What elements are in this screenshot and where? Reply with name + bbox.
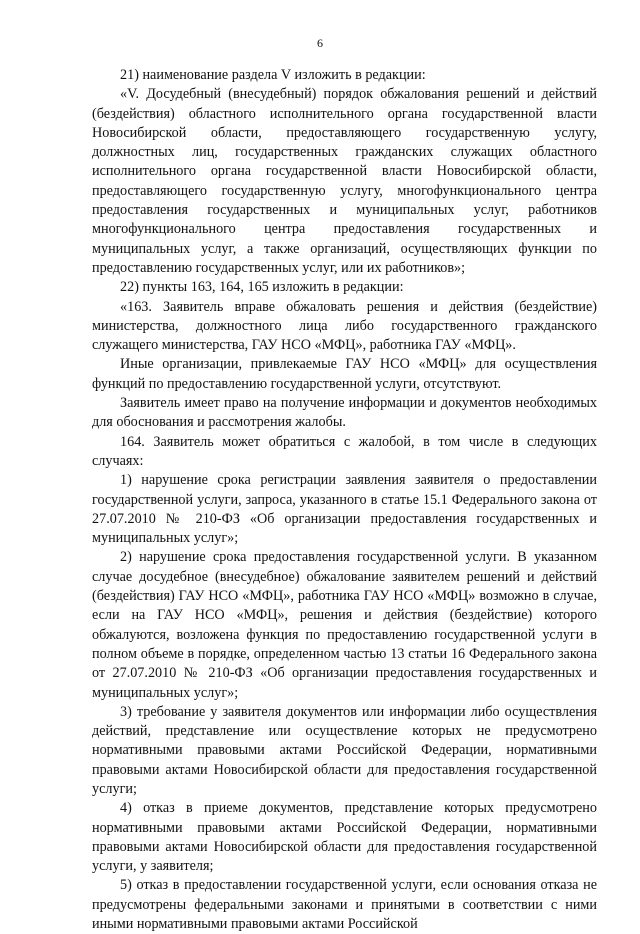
page-number: 6 bbox=[317, 36, 323, 50]
paragraph-163: «163. Заявитель вправе обжаловать решения и действия (бездействие) министерства, должностного лица либо государственного гражданского служащего министерства, ГАУ НСО «МФЦ», работника ГАУ «МФЦ». bbox=[92, 298, 597, 354]
list-item-2: 2) нарушение срока предоставления государственной услуги. В указанном случае досудебное (внесудебное) обжалование заявителем решений и действий (бездействия) ГАУ НСО «МФЦ», работника ГАУ НСО «МФЦ» возможно в случае, если на ГАУ НСО «МФЦ», решения и действия (бездействие) которого обжалуются, возложена функция по предоставлению государственной услуги в полном объеме в порядке, определенном частью 13 статьи 16 Федерального закона от 27.07.2010 № 210-ФЗ «Об организации предоставления государственных и муниципальных услуг»; bbox=[92, 549, 597, 701]
document-body bbox=[92, 66, 597, 934]
paragraph-other-organizations: Иные организации, привлекаемые ГАУ НСО «МФЦ» для осуществления функций по предоставлению государственной услуги, отсутствуют. bbox=[92, 356, 597, 392]
list-item-5: 5) отказ в предоставлении государственной услуги, если основания отказа не предусмотрены федеральными законами и принятыми в соответствии с ними иными нормативными правовыми актами Российской bbox=[92, 877, 597, 933]
paragraph-right-to-information: Заявитель имеет право на получение информации и документов необходимых для обоснования и рассмотрения жалобы. bbox=[92, 395, 597, 431]
list-item-4: 4) отказ в приеме документов, представление которых предусмотрено нормативными правовыми актами Российской Федерации, нормативными правовыми актами Новосибирской области для предоставления государственной услуги, у заявителя; bbox=[92, 800, 597, 875]
list-item-3: 3) требование у заявителя документов или информации либо осуществления действий, представление или осуществление которых не предусмотрено нормативными правовыми актами Российской Федерации, нормативными правовыми актами Новосибирской области для предоставления государственной услуги; bbox=[92, 703, 597, 797]
list-item-1: 1) нарушение срока регистрации заявления заявителя о предоставлении государственной услуги, запроса, указанного в статье 15.1 Федерального закона от 27.07.2010 № 210-ФЗ «Об организации предоставления государственных и муниципальных услуг»; bbox=[92, 472, 597, 547]
paragraph-164: 164. Заявитель может обратиться с жалобой, в том числе в следующих случаях: bbox=[92, 433, 597, 469]
paragraph-22-heading: 22) пункты 163, 164, 165 изложить в редакции: bbox=[120, 279, 404, 296]
paragraph-section-v-title: «V. Досудебный (внесудебный) порядок обжалования решений и действий (бездействия) областного исполнительного органа государственной власти Новосибирской области, предоставляющего государственную услугу, должностных лиц, государственных гражданских служащих областного исполнительного органа государственной власти Новосибирской области, предоставляющего государственную услугу, многофункционального центра предоставления государственных и муниципальных услуг, работников многофункционального центра предоставления государственных и муниципальных услуг, а также организаций, осуществляющих функции по предоставлению государственных услуг, или их работников»; bbox=[92, 86, 597, 276]
paragraph-21-heading: 21) наименование раздела V изложить в редакции: bbox=[120, 67, 426, 83]
